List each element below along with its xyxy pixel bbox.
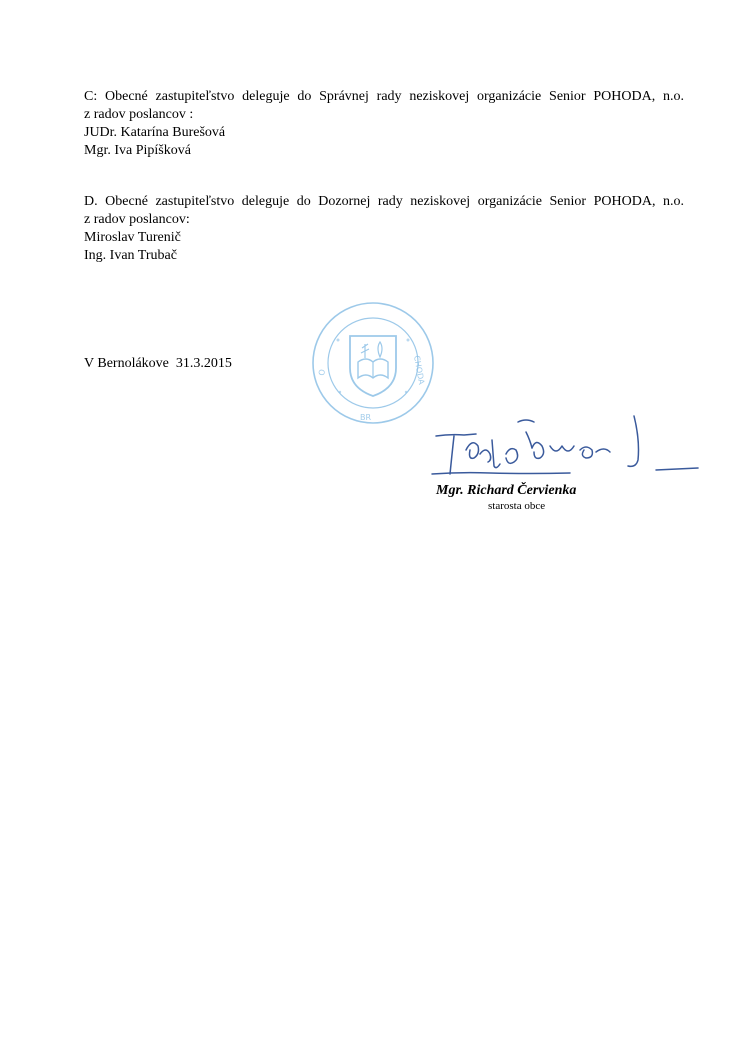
section-c-heading: C: Obecné zastupiteľstvo deleguje do Správnej rady neziskovej organizácie Senior POHODA, n.o. [84,89,684,104]
section-d-heading: D. Obecné zastupiteľstvo deleguje do Dozornej rady neziskovej organizácie Senior POHODA, n.o. [84,194,684,209]
municipal-stamp-icon [310,300,436,426]
handwritten-signature-icon [430,410,702,482]
section-c-subheading: z radov poslancov : [84,107,194,122]
section-c-delegate-1: JUDr. Katarína Burešová [84,125,226,140]
signer-name: Mgr. Richard Červienka [436,483,577,498]
svg-text:BR: BR [360,413,372,422]
place-and-date: V Bernolákove 31.3.2015 [84,356,232,371]
resolution-section-c [84,88,684,160]
svg-text:CHODA: CHODA [412,354,426,386]
resolution-section-d [84,193,684,265]
section-d-subheading: z radov poslancov: [84,212,190,227]
section-d-delegate-2: Ing. Ivan Trubač [84,248,177,263]
svg-text:O: O [317,368,328,377]
section-c-delegate-2: Mgr. Iva Pipíšková [84,143,191,158]
section-d-delegate-1: Miroslav Turenič [84,230,181,245]
signer-role: starosta obce [488,500,546,512]
